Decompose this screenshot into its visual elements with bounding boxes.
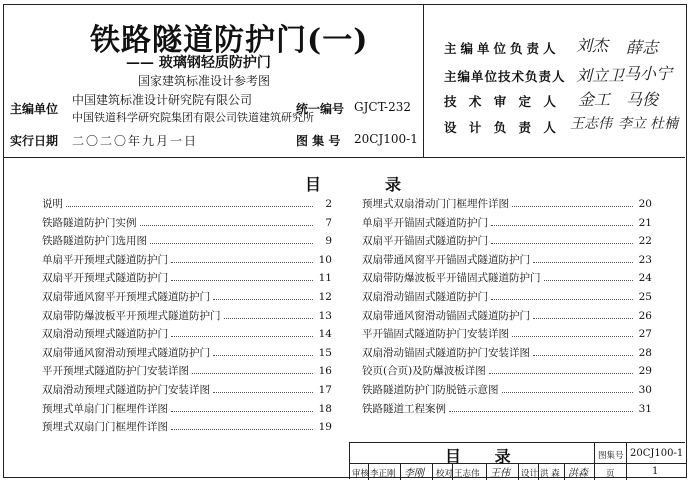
- toc-entry[interactable]: [362, 345, 652, 364]
- toc-entry[interactable]: [42, 252, 332, 271]
- drawing-frame: [3, 4, 687, 478]
- toc-leader: [533, 318, 633, 319]
- header-left-block: [4, 5, 424, 157]
- title-block-vline: [518, 463, 519, 480]
- contents-heading-1: 目: [305, 175, 322, 194]
- toc-entry-title: 双扇平开锚固式隧道防护门: [362, 235, 488, 248]
- toc-entry-page: 28: [638, 346, 652, 359]
- toc-entry[interactable]: [42, 308, 332, 327]
- toc-entry-title: 双扇带通风窗平开锚固式隧道防护门: [362, 253, 530, 266]
- signature-1a: 刘杰: [576, 36, 609, 55]
- toc-entry-page: 17: [318, 383, 332, 396]
- toc-leader: [449, 411, 633, 412]
- toc-leader: [140, 225, 314, 226]
- signature-2b: 马小宁: [624, 64, 673, 83]
- toc-entry-title: 双扇滑动预埋式隧道防护门: [42, 328, 168, 341]
- contents-right-column: [362, 196, 652, 419]
- toc-leader: [171, 429, 313, 430]
- toc-entry-page: 10: [318, 253, 332, 266]
- checker-signature: 王伟: [490, 468, 510, 479]
- toc-entry-title: 说明: [42, 198, 63, 210]
- toc-entry-page: 31: [638, 402, 652, 415]
- signature-1b: 薛志: [626, 38, 659, 57]
- signature-2a: 刘立卫: [576, 66, 625, 85]
- toc-entry-title: 铁路隧道防护门选用图: [42, 235, 147, 248]
- toc-entry[interactable]: [42, 270, 332, 289]
- unified-no: GJCT-232: [354, 100, 411, 114]
- responsible-role-3: 技 术 审 定 人: [444, 94, 560, 109]
- title-block-vline: [432, 463, 433, 480]
- toc-entry-page: 11: [318, 272, 332, 285]
- toc-leader: [171, 336, 313, 337]
- toc-entry-title: 铰页(合页)及防爆波板详图: [362, 365, 486, 378]
- atlas-no-label: 图 集 号: [296, 134, 341, 148]
- signature-4a: 王志伟: [570, 116, 612, 132]
- toc-leader: [544, 280, 634, 281]
- toc-leader: [512, 206, 633, 207]
- effective-label: 实行日期: [10, 134, 59, 148]
- toc-entry-page: 12: [318, 290, 332, 303]
- toc-entry-title: 铁路隧道防护门实例: [42, 216, 137, 229]
- toc-entry[interactable]: [42, 419, 332, 438]
- toc-entry[interactable]: [362, 308, 652, 327]
- toc-entry-title: 预埋式双扇门门框埋件详图: [42, 421, 168, 434]
- title-block-vline: [486, 463, 487, 480]
- title-block-vline: [400, 463, 401, 480]
- designer-name: 洪 森: [540, 469, 560, 479]
- reviewer-signature: 李刚: [404, 468, 424, 479]
- toc-entry[interactable]: [42, 363, 332, 382]
- toc-entry[interactable]: [362, 270, 652, 289]
- header-divider: [4, 157, 685, 158]
- toc-leader: [224, 318, 314, 319]
- review-label: 审核: [352, 469, 370, 479]
- title-block-vline: [368, 463, 369, 480]
- page-number: 1: [652, 466, 659, 477]
- toc-entry-title: 预埋式单扇门门框埋件详图: [42, 402, 168, 415]
- toc-entry-title: 单扇平开锚固式隧道防护门: [362, 216, 488, 229]
- toc-leader: [491, 243, 633, 244]
- toc-leader: [491, 299, 633, 300]
- toc-entry-title: 铁路隧道防护门防脱链示意图: [362, 383, 499, 396]
- toc-entry[interactable]: [362, 252, 652, 271]
- toc-entry[interactable]: [42, 401, 332, 420]
- title-block-vline: [626, 443, 627, 480]
- toc-entry-title: 双扇滑动锚固式隧道防护门安装详图: [362, 346, 530, 359]
- toc-leader: [213, 299, 313, 300]
- toc-entry[interactable]: [362, 382, 652, 401]
- responsible-role-4: 设 计 负 责 人: [444, 120, 560, 135]
- title-block-title: 目 录: [445, 447, 525, 466]
- toc-entry-title: 预埋式双扇滑动门门框埋件详图: [362, 198, 509, 210]
- toc-leader: [512, 336, 633, 337]
- responsible-role-2: 主编单位技术负责人: [444, 69, 566, 84]
- editor-label: 主编单位: [10, 102, 59, 116]
- toc-leader: [213, 392, 313, 393]
- toc-entry[interactable]: [42, 326, 332, 345]
- toc-leader: [533, 262, 633, 263]
- page-title: 铁路隧道防护门(一): [90, 23, 369, 58]
- toc-entry[interactable]: [362, 233, 652, 252]
- responsible-role-1: 主编单位负责人: [444, 41, 560, 56]
- toc-entry-page: 19: [318, 421, 332, 434]
- effective-date: 二〇二〇年九月一日: [72, 134, 199, 148]
- toc-leader: [192, 373, 313, 374]
- contents-left-column: [42, 196, 332, 438]
- toc-entry[interactable]: [42, 382, 332, 401]
- title-block: [349, 442, 685, 479]
- toc-entry-title: 双扇带防爆波板平开锚固式隧道防护门: [362, 272, 541, 285]
- editor-org-1: 中国建筑标准设计研究院有限公司: [72, 93, 253, 107]
- toc-entry[interactable]: [362, 326, 652, 345]
- toc-entry-page: 14: [318, 328, 332, 341]
- toc-entry[interactable]: [362, 401, 652, 420]
- toc-entry[interactable]: [42, 289, 332, 308]
- title-block-vline: [564, 463, 565, 480]
- toc-entry-title: 双扇带防爆波板平开预埋式隧道防护门: [42, 309, 221, 322]
- toc-entry-page: 2: [325, 198, 332, 210]
- design-label: 设计: [521, 469, 539, 479]
- toc-entry-title: 铁路隧道工程案例: [362, 402, 446, 415]
- toc-leader: [213, 355, 313, 356]
- toc-entry-page: 20: [638, 198, 652, 210]
- toc-entry-page: 26: [638, 309, 652, 322]
- toc-entry-title: 双扇带通风窗滑动锚固式隧道防护门: [362, 309, 530, 322]
- toc-entry-title: 双扇滑动预埋式隧道防护门安装详图: [42, 383, 210, 396]
- toc-entry-page: 25: [638, 290, 652, 303]
- toc-entry-page: 27: [638, 328, 652, 341]
- toc-leader: [66, 206, 313, 207]
- title-block-vline: [538, 463, 539, 480]
- toc-entry-page: 18: [318, 402, 332, 415]
- signature-4c: 杜楠: [650, 116, 678, 132]
- editor-org-2: 中国铁道科学研究院集团有限公司铁道建筑研究所: [72, 111, 314, 124]
- checker-name: 王志伟: [454, 469, 480, 479]
- toc-entry-title: 双扇滑动锚固式隧道防护门: [362, 290, 488, 303]
- toc-entry-page: 21: [638, 216, 652, 229]
- toc-entry-title: 双扇平开预埋式隧道防护门: [42, 272, 168, 285]
- unified-no-label: 统一编号: [296, 102, 345, 116]
- toc-entry-page: 7: [325, 216, 332, 229]
- toc-entry[interactable]: [42, 345, 332, 364]
- toc-entry-title: 平开预埋式隧道防护门安装详图: [42, 365, 189, 378]
- toc-leader: [171, 411, 313, 412]
- designer-signature: 洪森: [568, 468, 588, 479]
- reviewer-name: 李正刚: [370, 469, 396, 479]
- toc-leader: [171, 280, 313, 281]
- atlas-no: 20CJ100-1: [354, 132, 418, 146]
- toc-leader: [502, 392, 634, 393]
- toc-leader: [533, 355, 633, 356]
- contents-heading-2: 录: [385, 175, 402, 194]
- toc-entry-page: 9: [325, 235, 332, 248]
- toc-entry-title: 双扇带通风窗滑动预埋式隧道防护门: [42, 346, 210, 359]
- toc-entry-page: 30: [638, 383, 652, 396]
- signature-3b: 马俊: [626, 90, 659, 109]
- toc-leader: [171, 262, 313, 263]
- toc-entry-page: 23: [638, 253, 652, 266]
- toc-entry-page: 16: [318, 365, 332, 378]
- page-subtitle: —— 玻璃钢轻质防护门: [126, 55, 271, 71]
- toc-entry[interactable]: [362, 289, 652, 308]
- toc-entry[interactable]: [42, 233, 332, 252]
- toc-entry[interactable]: [362, 363, 652, 382]
- toc-leader: [491, 225, 633, 226]
- toc-entry-title: 双扇带通风窗平开预埋式隧道防护门: [42, 290, 210, 303]
- toc-entry-page: 13: [318, 309, 332, 322]
- page-label: 页: [606, 469, 615, 479]
- toc-entry[interactable]: [42, 196, 332, 215]
- toc-entry-page: 24: [638, 272, 652, 285]
- title-block-vline: [594, 443, 595, 480]
- toc-entry-page: 15: [318, 346, 332, 359]
- check-label: 校对: [436, 469, 454, 479]
- signature-3a: 金工: [578, 90, 611, 109]
- toc-entry[interactable]: [362, 215, 652, 234]
- toc-leader: [150, 243, 313, 244]
- atlas-number: 20CJ100-1: [630, 448, 684, 459]
- toc-entry[interactable]: [42, 215, 332, 234]
- reference-note: 国家建筑标准设计参考图: [138, 74, 271, 88]
- atlas-label: 图集号: [598, 451, 624, 461]
- toc-leader: [489, 373, 633, 374]
- toc-entry-title: 单扇平开预埋式隧道防护门: [42, 253, 168, 266]
- toc-entry[interactable]: [362, 196, 652, 215]
- toc-entry-page: 29: [638, 365, 652, 378]
- toc-entry-page: 22: [638, 235, 652, 248]
- signature-4b: 李立: [618, 116, 646, 132]
- toc-entry-title: 平开锚固式隧道防护门安装详图: [362, 328, 509, 341]
- title-block-vline: [452, 463, 453, 480]
